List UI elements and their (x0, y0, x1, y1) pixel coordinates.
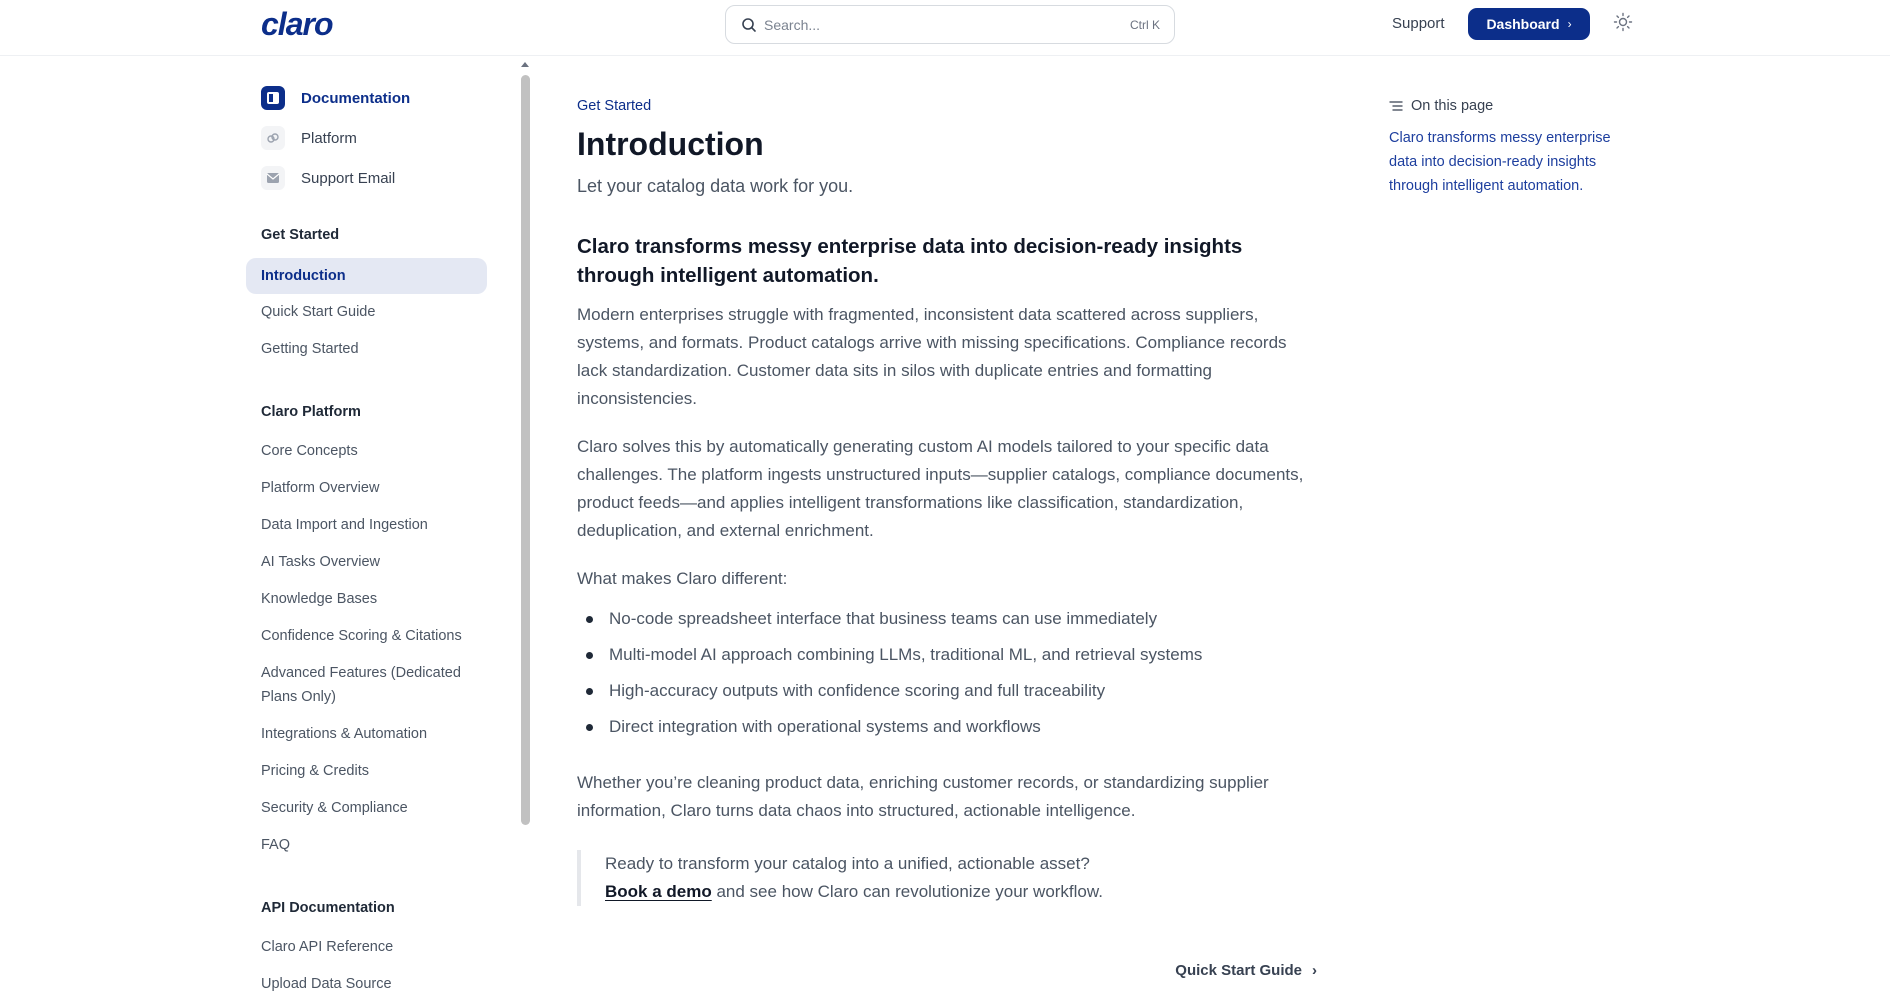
sidebar-item-label: Support Email (301, 169, 396, 187)
sidebar-item-integrations[interactable]: Integrations & Automation (261, 726, 428, 742)
toc-heading-label: On this page (1411, 98, 1494, 114)
sidebar-item-advanced-features[interactable]: Advanced Features (Dedicated Plans Only) (261, 665, 461, 705)
paragraph-closing: Whether you’re cleaning product data, enriching customer records, or standardizing supplier information, Claro turns data chaos into structured, actionable intelligence. (577, 773, 1269, 820)
sidebar-item-knowledge-bases[interactable]: Knowledge Bases (261, 591, 378, 607)
sidebar-section-heading: Claro Platform (261, 404, 361, 420)
sidebar-item-quick-start-guide[interactable]: Quick Start Guide (261, 304, 376, 320)
sidebar-item-faq[interactable]: FAQ (261, 837, 291, 853)
callout-rest: and see how Claro can revolutionize your workflow. (711, 882, 1103, 901)
sidebar-item-platform-overview[interactable]: Platform Overview (261, 480, 380, 496)
search-box[interactable] (725, 5, 1175, 44)
sidebar-item-pricing[interactable]: Pricing & Credits (261, 763, 369, 779)
top-navigation-bar (0, 0, 1890, 56)
toc-link-lead[interactable]: Claro transforms messy enterprise data into decision-ready insights through intelligent automation. (1389, 130, 1611, 194)
claro-logo[interactable]: claro (261, 6, 333, 42)
page-title: Introduction (577, 126, 764, 162)
sidebar-item-data-import[interactable]: Data Import and Ingestion (261, 517, 428, 533)
differentiators-list (577, 605, 1317, 749)
dashboard-button[interactable] (1468, 8, 1590, 40)
search-icon (741, 17, 757, 33)
sidebar-item-label: Platform (301, 129, 357, 147)
lead-heading: Claro transforms messy enterprise data into decision-ready insights through intelligent automation. (577, 235, 1243, 287)
page-subtitle: Let your catalog data work for you. (577, 176, 854, 196)
sidebar-item-core-concepts[interactable]: Core Concepts (261, 443, 358, 459)
paragraph-problem: Modern enterprises struggle with fragmented, inconsistent data scattered across suppliers, systems, and formats. Product catalogs arrive with missing specifications. Compliance records lack standardization. Customer data sits in silos with duplicate entries and formatting inconsistencies. (577, 305, 1287, 408)
sidebar-item-confidence-scoring[interactable]: Confidence Scoring & Citations (261, 628, 462, 644)
sidebar-scrollbar-thumb[interactable] (521, 75, 530, 825)
dashboard-button-label: Dashboard (1486, 16, 1560, 32)
sidebar-item-support-email[interactable] (246, 164, 395, 192)
sidebar-item-upload-data-source[interactable]: Upload Data Source (261, 976, 392, 992)
sidebar (246, 56, 520, 1000)
sidebar-item-documentation[interactable] (246, 84, 410, 112)
sidebar-item-platform[interactable] (246, 124, 357, 152)
sidebar-item-security[interactable]: Security & Compliance (261, 800, 408, 816)
page-eyebrow[interactable]: Get Started (577, 98, 652, 114)
list-item: Direct integration with operational systems and workflows (577, 713, 1317, 749)
scroll-up-arrow-icon[interactable] (520, 60, 530, 70)
search-shortcut-hint: Ctrl K (1130, 18, 1160, 32)
list-item: Multi-model AI approach combining LLMs, traditional ML, and retrieval systems (577, 641, 1317, 677)
sidebar-section-heading: API Documentation (261, 900, 395, 916)
search-placeholder: Search... (764, 17, 821, 33)
callout-text (605, 850, 1317, 906)
chevron-right-icon: › (1567, 17, 1572, 31)
chevron-right-icon: › (1312, 962, 1317, 979)
sidebar-item-ai-tasks[interactable]: AI Tasks Overview (261, 554, 380, 570)
table-of-contents (1389, 98, 1629, 198)
sidebar-item-introduction[interactable]: Introduction (246, 258, 487, 294)
link-icon (261, 126, 285, 150)
book-demo-link[interactable]: Book a demo (605, 882, 712, 901)
callout-line: Ready to transform your catalog into a unified, actionable asset? (605, 854, 1090, 873)
list-icon (1389, 100, 1403, 112)
demo-callout (577, 850, 1317, 906)
mail-icon (261, 166, 285, 190)
sidebar-item-api-reference[interactable]: Claro API Reference (261, 939, 394, 955)
next-page-link[interactable] (1175, 962, 1317, 979)
sidebar-item-label: Documentation (301, 89, 411, 107)
next-page-label: Quick Start Guide (1175, 962, 1302, 979)
list-item: High-accuracy outputs with confidence scoring and full traceability (577, 677, 1317, 713)
paragraph-solution: Claro solves this by automatically generating custom AI models tailored to your specific data challenges. The platform ingests unstructured inputs—supplier catalogs, compliance documents, product feeds—and applies intelligent transformations like classification, standardization, deduplication, and external enrichment. (577, 437, 1304, 540)
list-item: No-code spreadsheet interface that business teams can use immediately (577, 605, 1317, 641)
sidebar-item-getting-started[interactable]: Getting Started (261, 341, 359, 357)
sidebar-section-heading: Get Started (261, 227, 340, 243)
paragraph-differentiators-intro: What makes Claro different: (577, 569, 788, 588)
toc-heading (1389, 98, 1629, 114)
support-link[interactable]: Support (1392, 15, 1445, 32)
sun-icon[interactable] (1613, 12, 1633, 32)
book-icon (261, 86, 285, 110)
